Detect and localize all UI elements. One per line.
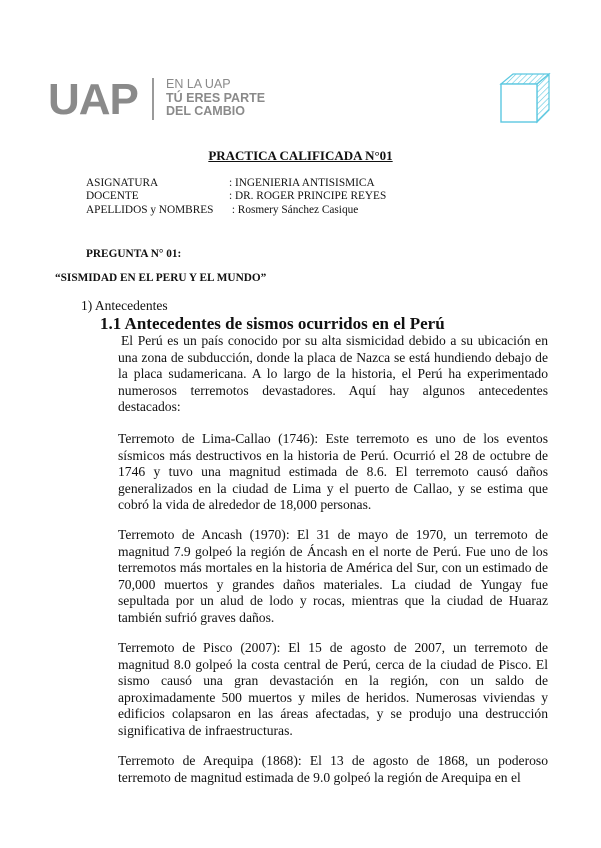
title-text: PRACTICA CALIFICADA N°01 [208,148,393,163]
paragraph-intro: El Perú es un país conocido por su alta sismicidad debido a su ubicación en una zona de subducción, donde la placa de Nazca se está hundiendo debajo de la placa sudamericana. A lo largo de la historia, el Perú ha experimentado numerosos terremotos devastadores. Aquí hay algunos antecedentes destacados: [118,333,548,415]
info-label: ASIGNATURA [86,177,159,189]
tagline-line-1: EN LA UAP [166,77,231,91]
section-heading: 1) Antecedentes [81,298,168,313]
info-value: : INGENIERIA ANTISISMICA [229,177,375,189]
info-label: APELLIDOS y NOMBRES [86,203,214,216]
page-header [48,76,553,124]
info-block [86,177,386,217]
tagline [166,78,265,119]
info-value: : Rosmery Sánchez Casique [229,203,359,216]
paragraph-pisco: Terremoto de Pisco (2007): El 15 de agosto de 2007, un terremoto de magnitud 8.0 golpeó la costa central de Perú, cerca de la ciudad de Pisco. El sismo causó una gran devastación en la región, con un saldo de aproximadamente 500 muertos y miles de heridos. Numerosas viviendas y edificios colapsaron en las áreas afectadas, y se produjo una destrucción significativa de infraestructuras. [118,640,548,738]
topic-heading: “SISMIDAD EN EL PERU Y EL MUNDO” [55,272,267,284]
info-label: DOCENTE [86,190,139,203]
paragraph-arequipa: Terremoto de Arequipa (1868): El 13 de agosto de 1868, un poderoso terremoto de magnitud estimada de 9.0 golpeó la región de Arequipa en el [118,753,548,785]
subsection-heading: 1.1 Antecedentes de sismos ocurridos en el Perú [100,314,445,333]
info-row-nombres [86,204,386,217]
tagline-line-3: DEL CAMBIO [166,104,245,118]
page-title [0,148,601,164]
info-row-asignatura [86,177,386,190]
info-row-docente [86,190,386,203]
paragraph-lima-callao: Terremoto de Lima-Callao (1746): Este terremoto es uno de los eventos sísmicos más destructivos en la historia de Perú. Ocurrió el 28 de octubre de 1746 y tuvo una magnitud estimada de 8.6. El terremoto causó daños generalizados en la ciudad de Lima y el puerto de Callao, y se estima que cobró la vida de alrededor de 18,000 personas. [118,431,548,513]
cube-icon [497,70,553,126]
info-value: : DR. ROGER PRINCIPE REYES [229,190,387,203]
paragraph-ancash: Terremoto de Ancash (1970): El 31 de mayo de 1970, un terremoto de magnitud 7.9 golpeó la región de Áncash en el norte de Perú. Fue uno de los terremotos más mortales en la historia de América del Sur, con un estimado de 70,000 muertos y grandes daños materiales. La ciudad de Yungay fue sepultada por un alud de lodo y rocas, mientras que la ciudad de Huaraz también sufrió graves daños. [118,527,548,625]
question-heading: PREGUNTA N° 01: [86,248,182,260]
uap-logo: UAP [48,75,138,124]
tagline-line-2: TÚ ERES PARTE [166,90,266,105]
logo-divider [152,78,154,120]
